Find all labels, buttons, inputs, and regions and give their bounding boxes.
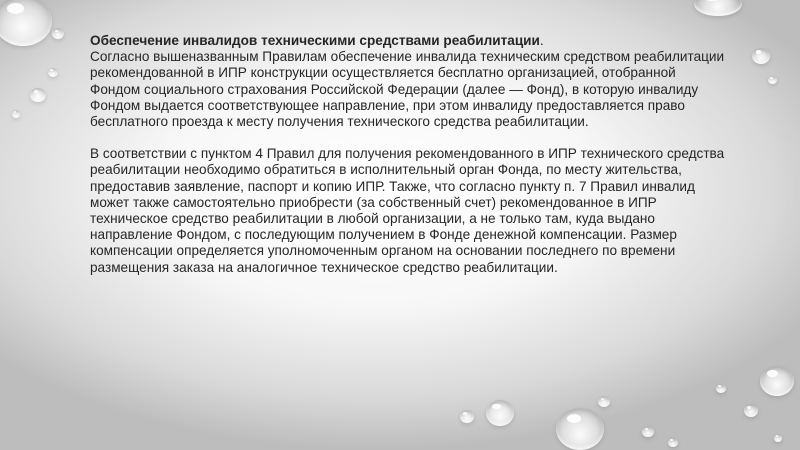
heading-period: . [539, 33, 544, 48]
water-drop-icon [668, 438, 678, 447]
water-drop-icon [52, 28, 64, 39]
water-drop-icon [642, 426, 654, 437]
water-drop-icon [460, 410, 474, 423]
water-drop-icon [716, 384, 726, 393]
water-drop-icon [48, 68, 58, 77]
text-content [90, 33, 726, 276]
water-drop-icon [486, 400, 514, 426]
water-drop-icon [760, 366, 794, 396]
first-paragraph [90, 33, 726, 130]
water-drop-icon [12, 110, 20, 118]
section-heading: Обеспечение инвалидов техническими средствами реабилитации [90, 33, 540, 48]
water-drop-icon [774, 434, 782, 442]
paragraph-2: В соответствии с пунктом 4 Правил для получения рекомендованного в ИПР технического средства реабилитации необходимо обратиться в исполнительный орган Фонда, по месту жительства, предоставив заявление, паспорт и копию ИПР. Также, что согласно пункту п. 7 Правил инвалид может также самостоятельно приобрести (за собственный счет) рекомендованное в ИПР техническое средство реабилитации в любой организации, а не только там, куда выдано направление Фондом, с последующим получением в Фонде денежной компенсации. Размер компенсации определяется уполномоченным органом на основании последнего по времени размещения заказа на аналогичное техническое средство реабилитации. [90, 146, 725, 275]
water-drop-icon [744, 404, 758, 417]
water-drop-icon [556, 408, 604, 450]
water-drop-icon [752, 48, 770, 64]
water-drop-icon [598, 396, 610, 407]
water-drop-icon [30, 88, 46, 102]
paragraph-1: Согласно вышеназванным Правилам обеспечение инвалида техническим средством реабилитации рекомендованной в ИПР конструкции осуществляется бесплатно организацией, отобранной Фондом социального страхования Российской Федерации (далее — Фонд), в которую инвалиду Фондом выдается соответствующее направление, при этом инвалиду предоставляется право бесплатного проезда к месту получения технического средства реабилитации. [90, 49, 725, 130]
water-drop-icon [768, 76, 777, 84]
water-drop-icon [694, 0, 742, 16]
water-drop-icon [0, 0, 52, 46]
